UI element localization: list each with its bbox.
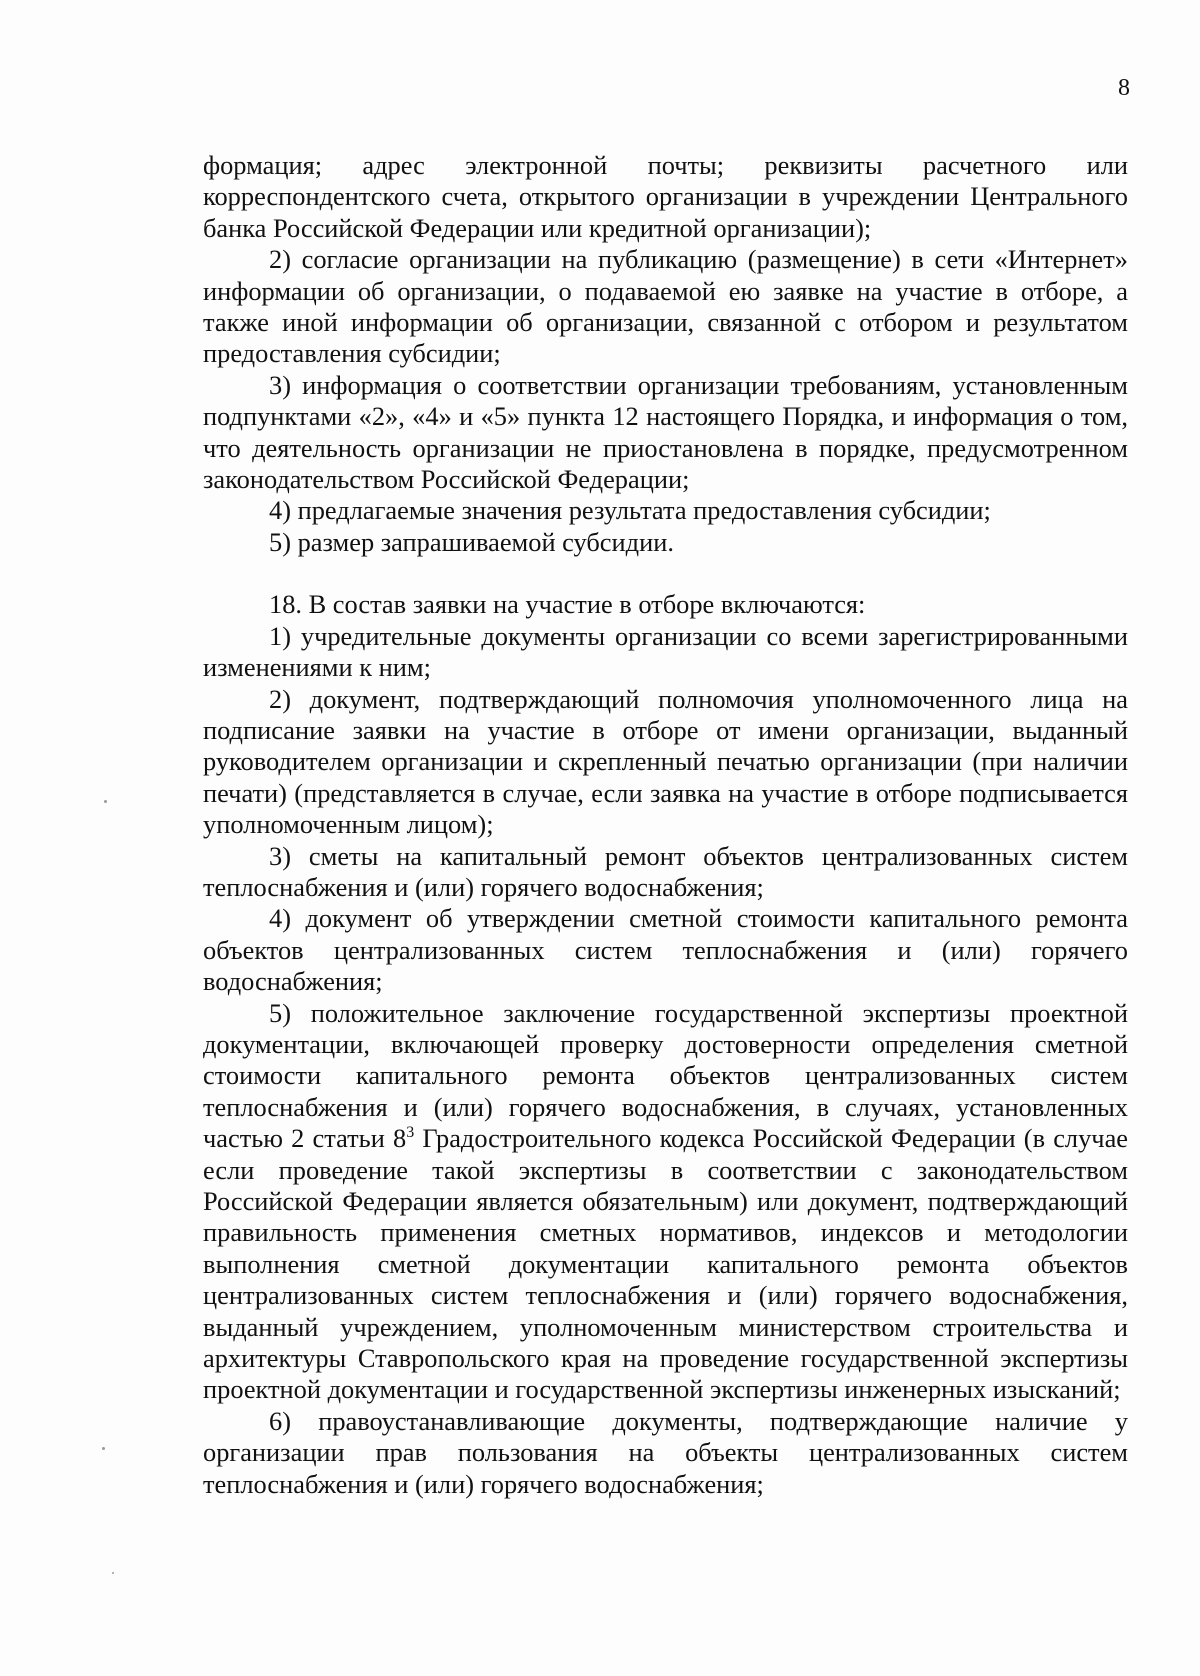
paragraph-17-2: 2) согласие организации на публикацию (размещение) в сети «Интернет» информации об организации, о подаваемой ею заявке на участие в отборе, а также иной информации об организации, связанной с отбором и результатом предоставления субсидии; — [203, 244, 1128, 369]
paragraph-17-5: 5) размер запрашиваемой субсидии. — [269, 526, 674, 557]
paragraph-17-4: 4) предлагаемые значения результата предоставления субсидии; — [269, 495, 991, 526]
paragraph-18-4: 4) документ об утверждении сметной стоимости капитального ремонта объектов централизованных систем теплоснабжения и (или) горячего водоснабжения; — [203, 903, 1128, 997]
paragraph-18-5-part2: Градостроительного кодекса Российской Федерации (в случае если проведение такой экспертизы в соответствии с законодательством Российской Федерации является обязательным) или документ, подтверждающий правильность применения сметных нормативов, индексов и методологии выполнения сметной документации капитального ремонта объектов централизованных систем теплоснабжения и (или) горячего водоснабжения, выданный учреждением, уполномоченным министерством строительства и архитектуры Ставропольского края на проведение государственной экспертизы проектной документации и государственной экспертизы инженерных изысканий; — [203, 1123, 1128, 1405]
scan-speck — [102, 1447, 105, 1450]
scan-speck — [112, 1572, 114, 1574]
superscript-3: 3 — [406, 1124, 415, 1142]
paragraph-18-heading: 18. В состав заявки на участие в отборе включаются: — [269, 589, 866, 620]
document-body — [203, 150, 1128, 1500]
paragraph-18-5-part1: 5) положительное заключение государственной экспертизы проектной документации, включающей проверку достоверности определения сметной стоимости капитального ремонта объектов централизованных систем теплоснабжения и (или) горячего водоснабжения, в случаях, установленных частью 2 статьи 8 — [203, 997, 1128, 1154]
paragraph-intro: формация; адрес электронной почты; реквизиты расчетного или корреспондентского счета, открытого организации в учреждении Центрального банка Российской Федерации или кредитной организации); — [203, 150, 1128, 243]
page-number: 8 — [1118, 75, 1130, 101]
paragraph-18-5 — [203, 998, 1128, 1406]
paragraph-gap — [203, 558, 1128, 589]
paragraph-18-6: 6) правоустанавливающие документы, подтверждающие наличие у организации прав пользования на объекты централизованных систем теплоснабжения и (или) горячего водоснабжения; — [203, 1405, 1128, 1499]
paragraph-18-2: 2) документ, подтверждающий полномочия уполномоченного лица на подписание заявки на участие в отборе от имени организации, выданный руководителем организации и скрепленный печатью организации (при наличии печати) (представляется в случае, если заявка на участие в отборе подписывается уполномоченным лицом); — [203, 683, 1128, 840]
paragraph-18-3: 3) сметы на капитальный ремонт объектов централизованных систем теплоснабжения и (или) горячего водоснабжения; — [203, 840, 1128, 902]
paragraph-18-1: 1) учредительные документы организации со всеми зарегистрированными изменениями к ним; — [203, 620, 1128, 683]
paragraph-17-3: 3) информация о соответствии организации требованиям, установленным подпунктами «2», «4» и «5» пункта 12 настоящего Порядка, и информация о том, что деятельность организации не приостановлена в порядке, предусмотренном законодательством Российской Федерации; — [203, 369, 1128, 495]
scan-speck — [104, 800, 107, 803]
